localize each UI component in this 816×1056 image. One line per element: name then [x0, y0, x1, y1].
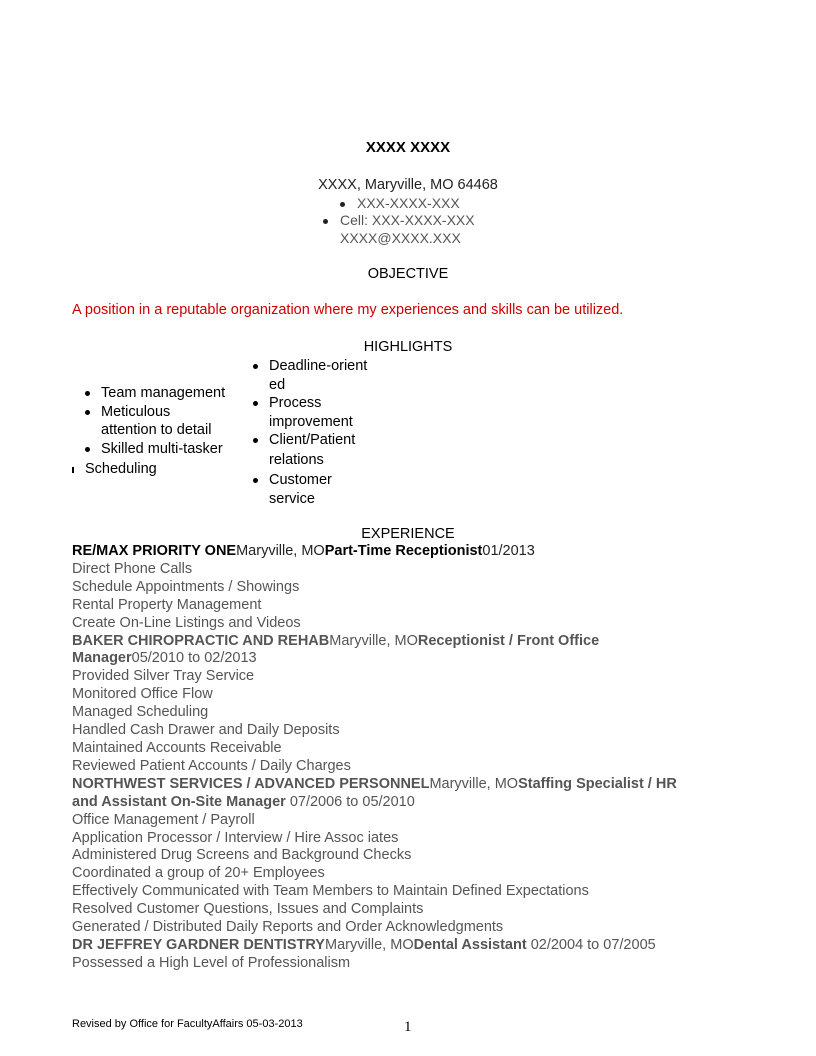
list-item: Direct Phone Calls: [72, 560, 193, 577]
phone: XXX-XXXX-XXX: [357, 195, 460, 211]
job-dates: 05/2010 to 02/2013: [131, 650, 257, 667]
list-item: Reviewed Patient Accounts / Daily Charges: [72, 757, 351, 774]
list-item: relations: [269, 451, 324, 468]
list-item: Managed Scheduling: [72, 704, 209, 721]
job-title: Dental Assistant: [413, 936, 527, 953]
list-item: Meticulous: [101, 403, 225, 422]
list-item: service: [269, 490, 315, 507]
bullet-icon: [85, 447, 90, 452]
list-item: Maintained Accounts Receivable: [72, 739, 282, 756]
bullet-icon: [253, 364, 258, 369]
job-title: Receptionist / Front Office: [417, 632, 600, 649]
highlights-left-list: [101, 384, 225, 458]
job-header: [72, 937, 752, 955]
list-item: Process: [269, 394, 367, 413]
objective-text: A position in a reputable organization where my experiences and skills can be utilized.: [72, 302, 624, 318]
list-item: Customer: [269, 471, 367, 490]
employer: BAKER CHIROPRACTIC AND REHAB: [72, 632, 330, 649]
job-header: [72, 776, 752, 794]
cell-phone: Cell: XXX-XXXX-XXX: [340, 212, 475, 228]
job-dates: 01/2013: [482, 543, 535, 559]
list-item: Schedule Appointments / Showings: [72, 578, 300, 595]
list-item: Generated / Distributed Daily Reports and Order Acknowledgments: [72, 919, 504, 936]
job-dates: 07/2006 to 05/2010: [285, 793, 415, 810]
bullet-icon: [72, 467, 74, 473]
objective-heading: OBJECTIVE: [367, 266, 449, 282]
job-location: Maryville, MO: [329, 632, 418, 649]
job-title-cont: Manager: [72, 650, 132, 667]
employer: DR JEFFREY GARDNER DENTISTRY: [72, 936, 325, 953]
bullet-icon: [323, 219, 328, 224]
highlights-left-extra: [85, 460, 157, 479]
experience-heading: EXPERIENCE: [361, 526, 455, 542]
employer: NORTHWEST SERVICES / ADVANCED PERSONNEL: [72, 775, 430, 792]
list-item: Possessed a High Level of Professionalism: [72, 954, 351, 971]
list-item: Scheduling: [85, 461, 157, 477]
list-item: Monitored Office Flow: [72, 686, 213, 703]
phone-line: [340, 195, 460, 211]
job-title: Staffing Specialist / HR: [518, 775, 677, 792]
list-item: Client/Patient: [269, 431, 367, 450]
list-item: Create On-Line Listings and Videos: [72, 614, 301, 631]
list-item: Effectively Communicated with Team Members to Maintain Defined Expectations: [72, 883, 589, 900]
cell-line: [323, 212, 475, 228]
job-header-cont: [72, 650, 752, 668]
highlights-heading: HIGHLIGHTS: [363, 339, 453, 355]
highlights-right-list: [269, 357, 367, 508]
job-header: [72, 633, 752, 651]
list-item: Office Management / Payroll: [72, 811, 255, 828]
job-title-cont: and Assistant On-Site Manager: [72, 793, 286, 810]
list-item: Administered Drug Screens and Background Checks: [72, 847, 412, 864]
page-number: 1: [404, 1019, 412, 1035]
list-item: Skilled multi-tasker: [101, 440, 225, 459]
job-title: Part-Time Receptionist: [324, 543, 483, 559]
email: XXXX@XXXX.XXX: [340, 230, 461, 246]
job-header-cont: [72, 794, 752, 812]
job-location: Maryville, MO: [236, 543, 325, 559]
list-item: attention to detail: [101, 422, 212, 438]
resume-name: XXXX XXXX: [365, 139, 451, 156]
bullet-icon: [253, 478, 258, 483]
job-location: Maryville, MO: [429, 775, 519, 792]
bullet-icon: [340, 202, 345, 207]
employer: RE/MAX PRIORITY ONE: [72, 543, 237, 559]
bullet-icon: [85, 391, 90, 396]
revised-note: Revised by Office for FacultyAffairs 05-03-2013: [72, 1018, 303, 1030]
bullet-icon: [85, 410, 90, 415]
list-item: ed: [269, 376, 286, 393]
list-item: Deadline-orient: [269, 357, 367, 376]
job-dates: 02/2004 to 07/2005: [526, 936, 656, 953]
list-item: Rental Property Management: [72, 596, 262, 613]
list-item: Application Processor / Interview / Hire Assoc iates: [72, 829, 399, 846]
list-item: improvement: [269, 413, 353, 430]
job-location: Maryville, MO: [324, 936, 414, 953]
experience-list: [72, 543, 752, 973]
list-item: Coordinated a group of 20+ Employees: [72, 865, 325, 882]
list-item: Handled Cash Drawer and Daily Deposits: [72, 722, 340, 739]
job-header: [72, 543, 752, 561]
list-item: Resolved Customer Questions, Issues and Complaints: [72, 901, 424, 918]
bullet-icon: [253, 401, 258, 406]
bullet-icon: [253, 438, 258, 443]
list-item: Team management: [101, 384, 225, 403]
list-item: Provided Silver Tray Service: [72, 668, 255, 685]
address: XXXX, Maryville, MO 64468: [318, 177, 498, 193]
